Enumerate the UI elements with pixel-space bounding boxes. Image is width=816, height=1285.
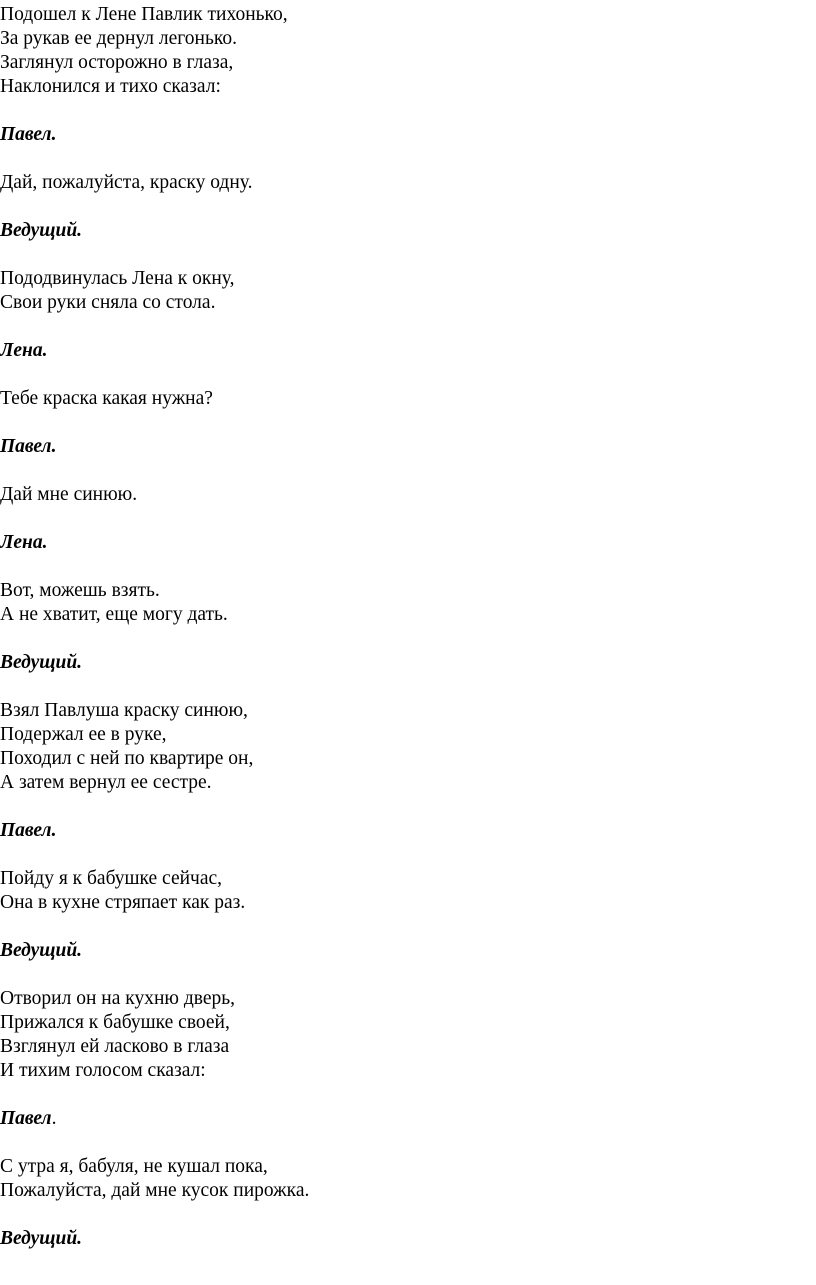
text-line: С утра я, бабуля, не кушал пока, <box>0 1156 268 1177</box>
blank-line <box>0 411 816 435</box>
text-line: Походил с ней по квартире он, <box>0 748 254 769</box>
text-line: А затем вернул ее сестре. <box>0 772 212 793</box>
blank-line <box>0 843 816 867</box>
text-line: Дай, пожалуйста, краску одну. <box>0 172 253 193</box>
blank-line <box>0 795 816 819</box>
speaker-label: Павел. <box>0 820 57 841</box>
speaker-label: Павел. <box>0 436 57 457</box>
text-line: Пожалуйста, дай мне кусок пирожка. <box>0 1180 310 1201</box>
blank-line <box>0 315 816 339</box>
speaker-label: Ведущий. <box>0 652 83 673</box>
blank-line <box>0 195 816 219</box>
blank-line <box>0 627 816 651</box>
text-line: И тихим голосом сказал: <box>0 1060 206 1081</box>
blank-line <box>0 1131 816 1155</box>
blank-line <box>0 1203 816 1227</box>
text-line: А не хватит, еще могу дать. <box>0 604 228 625</box>
blank-line <box>0 147 816 171</box>
speaker-label: Ведущий. <box>0 1228 83 1249</box>
speaker-label: Ведущий. <box>0 220 83 241</box>
speaker-label: Лена. <box>0 532 48 553</box>
text-line: Вот, можешь взять. <box>0 580 160 601</box>
blank-line <box>0 99 816 123</box>
speaker-label <box>0 1107 816 1131</box>
text-line: Она в кухне стряпает как раз. <box>0 892 246 913</box>
blank-line <box>0 1083 816 1107</box>
text-line: Пододвинулась Лена к окну, <box>0 268 235 289</box>
text-line: Наклонился и тихо сказал: <box>0 76 221 97</box>
text-line: За рукав ее дернул легонько. <box>0 28 237 49</box>
text-line: Заглянул осторожно в глаза, <box>0 52 234 73</box>
text-line: Подошел к Лене Павлик тихонько, <box>0 4 288 25</box>
text-line: Взглянул ей ласково в глаза <box>0 1036 230 1057</box>
text-line: Прижался к бабушке своей, <box>0 1012 230 1033</box>
text-line: Свои руки сняла со стола. <box>0 292 216 313</box>
text-line: Тебе краска какая нужна? <box>0 388 213 409</box>
speaker-label: Павел. <box>0 124 57 145</box>
text-line: Взял Павлуша краску синюю, <box>0 700 248 721</box>
text-line: Отворил он на кухню дверь, <box>0 988 236 1009</box>
text-line: Подержал ее в руке, <box>0 724 167 745</box>
blank-line <box>0 915 816 939</box>
text-line: Дай мне синюю. <box>0 484 138 505</box>
speaker-name: Павел <box>0 1108 52 1129</box>
blank-line <box>0 507 816 531</box>
blank-line <box>0 363 816 387</box>
text-line: Пойду я к бабушке сейчас, <box>0 868 223 889</box>
blank-line <box>0 243 816 267</box>
speaker-label: Ведущий. <box>0 940 83 961</box>
speaker-label: Лена. <box>0 340 48 361</box>
blank-line <box>0 555 816 579</box>
blank-line <box>0 675 816 699</box>
speaker-period: . <box>51 1108 57 1129</box>
blank-line <box>0 459 816 483</box>
blank-line <box>0 963 816 987</box>
